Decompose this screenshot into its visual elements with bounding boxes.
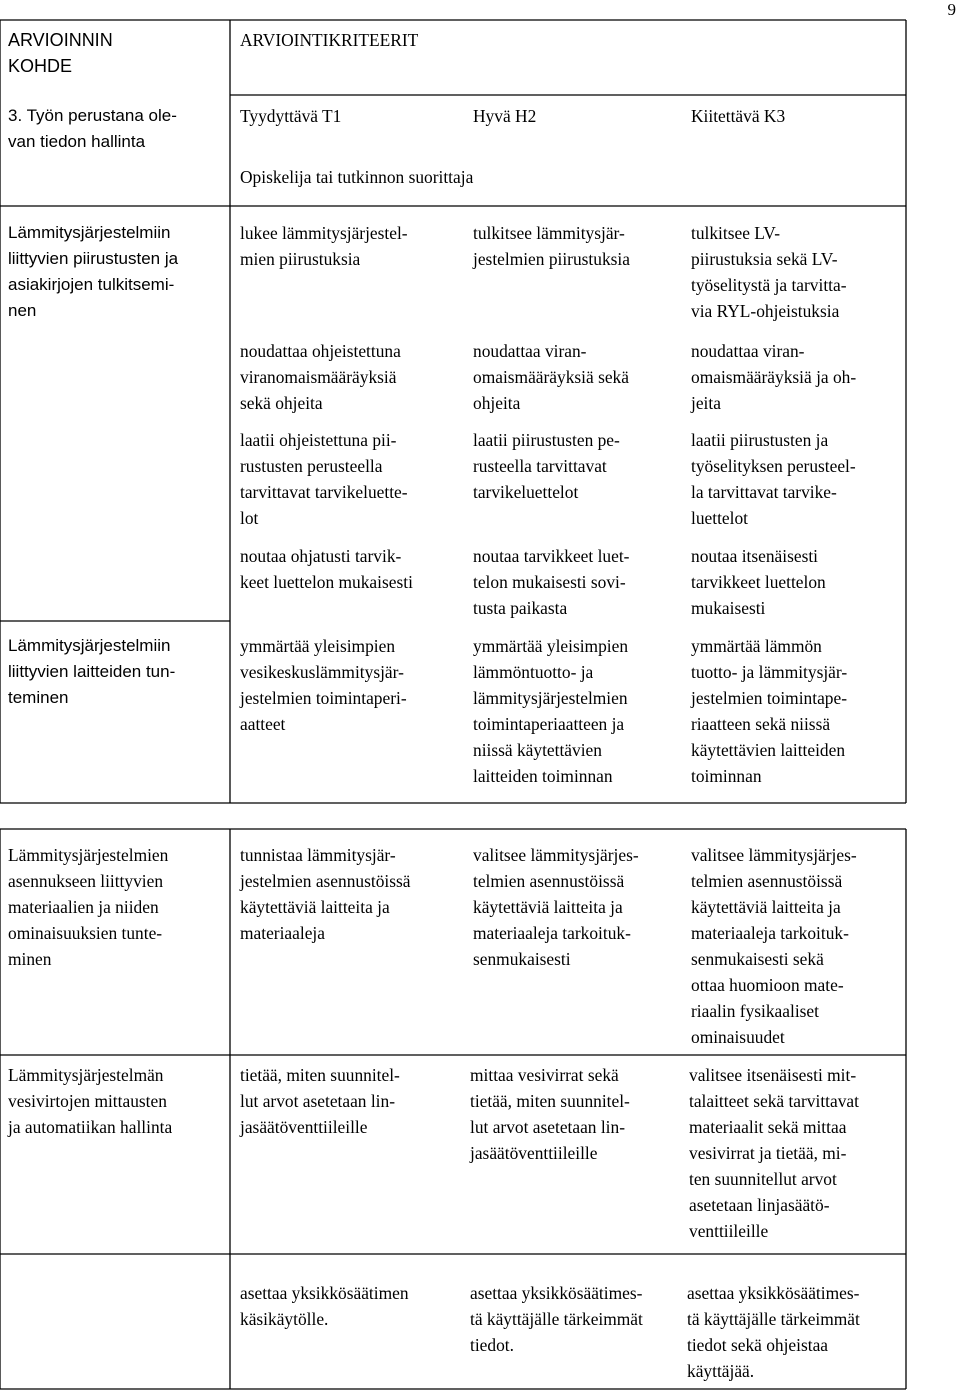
row-h2: laatii piirustusten pe- rusteella tarvittavat tarvikeluettelot (473, 430, 620, 502)
row-k3: valitsee lämmitysjärjes- telmien asennustöissä käytettäviä laitteita ja materiaaleja tarkoituk- senmukaisesti sekä ottaa huomioon mate- riaalin fysikaaliset ominaisuudet (691, 845, 857, 1047)
row-k3: tulkitsee LV- piirustuksia sekä LV- työselitystä ja tarvitta- via RYL-ohjeistuksia (691, 223, 847, 321)
row-target: Lämmitysjärjestelmien asennukseen liittyvien materiaalien ja niiden ominaisuuksien tunte- minen (8, 845, 169, 969)
row-h2: noutaa tarvikkeet luet- telon mukaisesti sovi- tusta paikasta (473, 546, 630, 618)
row-t1: noutaa ohjatusti tarvik- keet luettelon mukaisesti (240, 546, 413, 592)
target-header: ARVIOINNIN KOHDE (8, 30, 113, 76)
row-t1: laatii ohjeistettuna pii- rustusten perusteella tarvittavat tarvikeluette- lot (240, 430, 408, 528)
row-t1: tietää, miten suunnitel- lut arvot asetetaan lin- jasäätöventtiileille (240, 1065, 400, 1137)
section-title: 3. Työn perustana ole- van tiedon hallinta (8, 106, 177, 151)
performer-label: Opiskelija tai tutkinnon suorittaja (240, 167, 474, 187)
row-h2: ymmärtää yleisimpien lämmöntuotto- ja lämmitysjärjestelmien toimintaperiaatteen ja niissä käytettävien laitteiden toiminnan (473, 636, 629, 786)
row-k3: laatii piirustusten ja työselityksen perusteel- la tarvittavat tarvike- luettelot (691, 430, 856, 528)
row-k3: ymmärtää lämmön tuotto- ja lämmitysjär- jestelmien toimintape- riaatteen sekä niissä käytettävien laitteiden toiminnan (691, 636, 848, 786)
page-number: 9 (947, 0, 956, 19)
row-t1: noudattaa ohjeistettuna viranomaismääräyksiä sekä ohjeita (240, 341, 401, 413)
row-k3: valitsee itsenäisesti mit- talaitteet sekä tarvittavat materiaalit sekä mittaa vesivirrat ja tietää, mi- ten suunnitellut arvot asetetaan linjasäätö- venttiileille (689, 1065, 859, 1241)
row-t1: asettaa yksikkösäätimen käsikäytölle. (240, 1283, 409, 1329)
row-k3: asettaa yksikkösäätimes- tä käyttäjälle tärkeimmät tiedot sekä ohjeistaa käyttäjää. (687, 1283, 860, 1381)
grade-t1: Tyydyttävä T1 (240, 106, 342, 126)
grade-k3: Kiitettävä K3 (691, 106, 786, 126)
criteria-header: ARVIOINTIKRITEERIT (240, 30, 419, 50)
grade-h2: Hyvä H2 (473, 106, 537, 126)
row-k3: noutaa itsenäisesti tarvikkeet luettelon mukaisesti (691, 546, 826, 618)
row-target: Lämmitysjärjestelmän vesivirtojen mittausten ja automatiikan hallinta (8, 1065, 173, 1137)
row-h2: valitsee lämmitysjärjes- telmien asennustöissä käytettäviä laitteita ja materiaaleja tarkoituk- senmukaisesti (473, 845, 639, 969)
row-target: Lämmitysjärjestelmiin liittyvien laitteiden tun- teminen (8, 636, 176, 707)
row-h2: tulkitsee lämmitysjär- jestelmien piirustuksia (473, 223, 630, 269)
row-h2: asettaa yksikkösäätimes- tä käyttäjälle tärkeimmät tiedot. (470, 1283, 643, 1355)
row-h2: noudattaa viran- omaismääräyksiä sekä ohjeita (473, 341, 629, 413)
row-h2: mittaa vesivirrat sekä tietää, miten suunnitel- lut arvot asetetaan lin- jasäätöventtiileille (470, 1065, 630, 1163)
row-t1: tunnistaa lämmitysjär- jestelmien asennustöissä käytettäviä laitteita ja materiaaleja (240, 845, 411, 943)
row-t1: lukee lämmitysjärjestel- mien piirustuksia (240, 223, 408, 269)
row-t1: ymmärtää yleisimpien vesikeskuslämmitysjär- jestelmien toimintaperi- aatteet (240, 636, 407, 734)
row-target: Lämmitysjärjestelmiin liittyvien piirustusten ja asiakirjojen tulkitsemi- nen (8, 223, 179, 320)
row-k3: noudattaa viran- omaismääräyksiä ja oh- jeita (691, 341, 857, 413)
